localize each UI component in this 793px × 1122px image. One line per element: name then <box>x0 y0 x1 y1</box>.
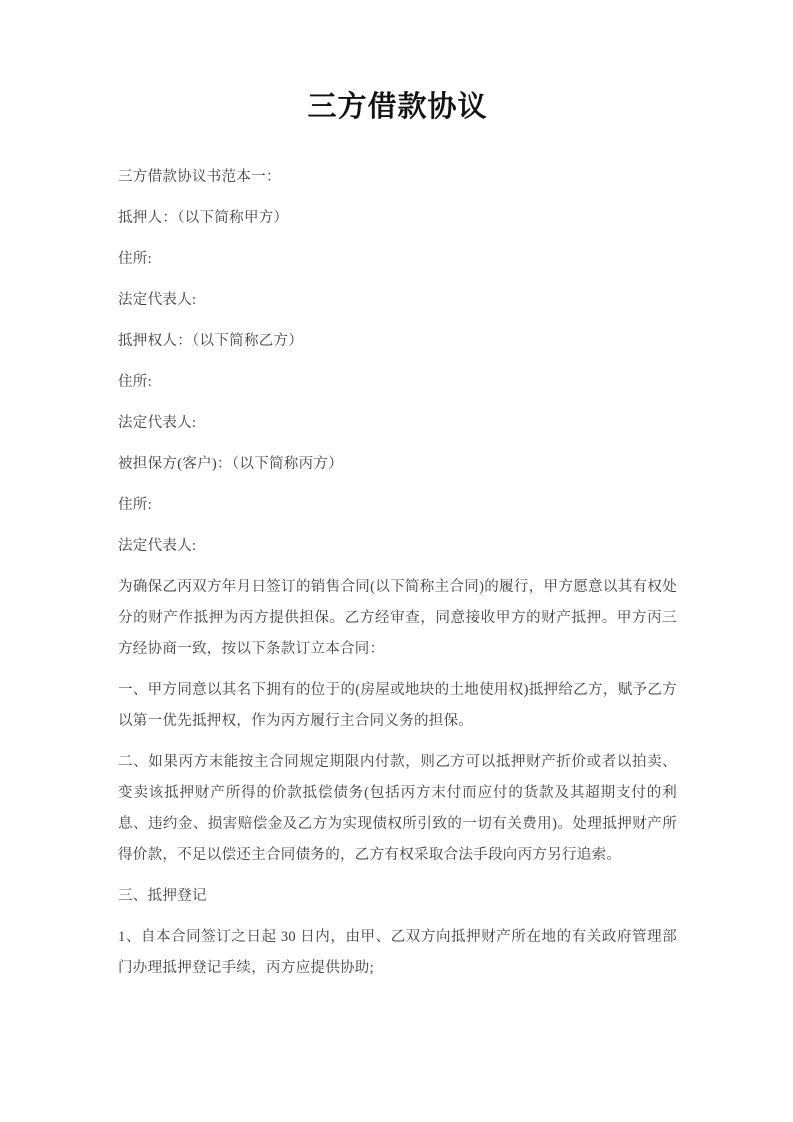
template-note-line: 三方借款协议书范本一： <box>118 169 281 185</box>
residence-line-3: 住所: <box>118 497 152 513</box>
legal-representative-line-3: 法定代表人: <box>118 538 197 554</box>
legal-representative-line-1: 法定代表人: <box>118 292 197 308</box>
guaranteed-party-line: 被担保方(客户)：（以下简称丙方） <box>118 456 344 472</box>
clause-2-paragraph: 二、如果丙方末能按主合同规定期限内付款，则乙方可以抵押财产折价或者以拍卖、变卖该抵押财产所得的价款抵偿债务(包括丙方末付而应付的货款及其超期支付的利息、违约金、损害赔偿金及乙方为实现债权所引致的一切有关费用)。处理抵押财产所得价款，不足以偿还主合同债务的，乙方有权采取合法手段向丙方另行追索。 <box>118 754 677 863</box>
document-title: 三方借款协议 <box>307 91 488 123</box>
residence-line-2: 住所: <box>118 374 152 390</box>
preamble-paragraph: 为确保乙丙双方年月日签订的销售合同(以下简称主合同)的履行，甲方愿意以其有权处分的财产作抵押为丙方提供担保。乙方经审查，同意接收甲方的财产抵押。甲方丙三方经协商一致，按以下条款订立本合同： <box>118 579 677 657</box>
clause-3-1-paragraph: 1、自本合同签订之日起 30 日内，由甲、乙双方向抵押财产所在地的有关政府管理部门办理抵押登记手续，丙方应提供协助; <box>118 929 677 976</box>
mortgagee-line: 抵押权人：（以下简称乙方） <box>118 333 304 349</box>
legal-representative-line-2: 法定代表人: <box>118 415 197 431</box>
section-3-heading: 三、抵押登记 <box>118 888 207 904</box>
mortgagor-line: 抵押人：（以下简称甲方） <box>118 210 289 226</box>
clause-1-paragraph: 一、甲方同意以其名下拥有的位于的(房屋或地块的土地使用权)抵押给乙方，赋予乙方以第一优先抵押权，作为丙方履行主合同义务的担保。 <box>118 682 677 729</box>
residence-line-1: 住所: <box>118 251 152 267</box>
